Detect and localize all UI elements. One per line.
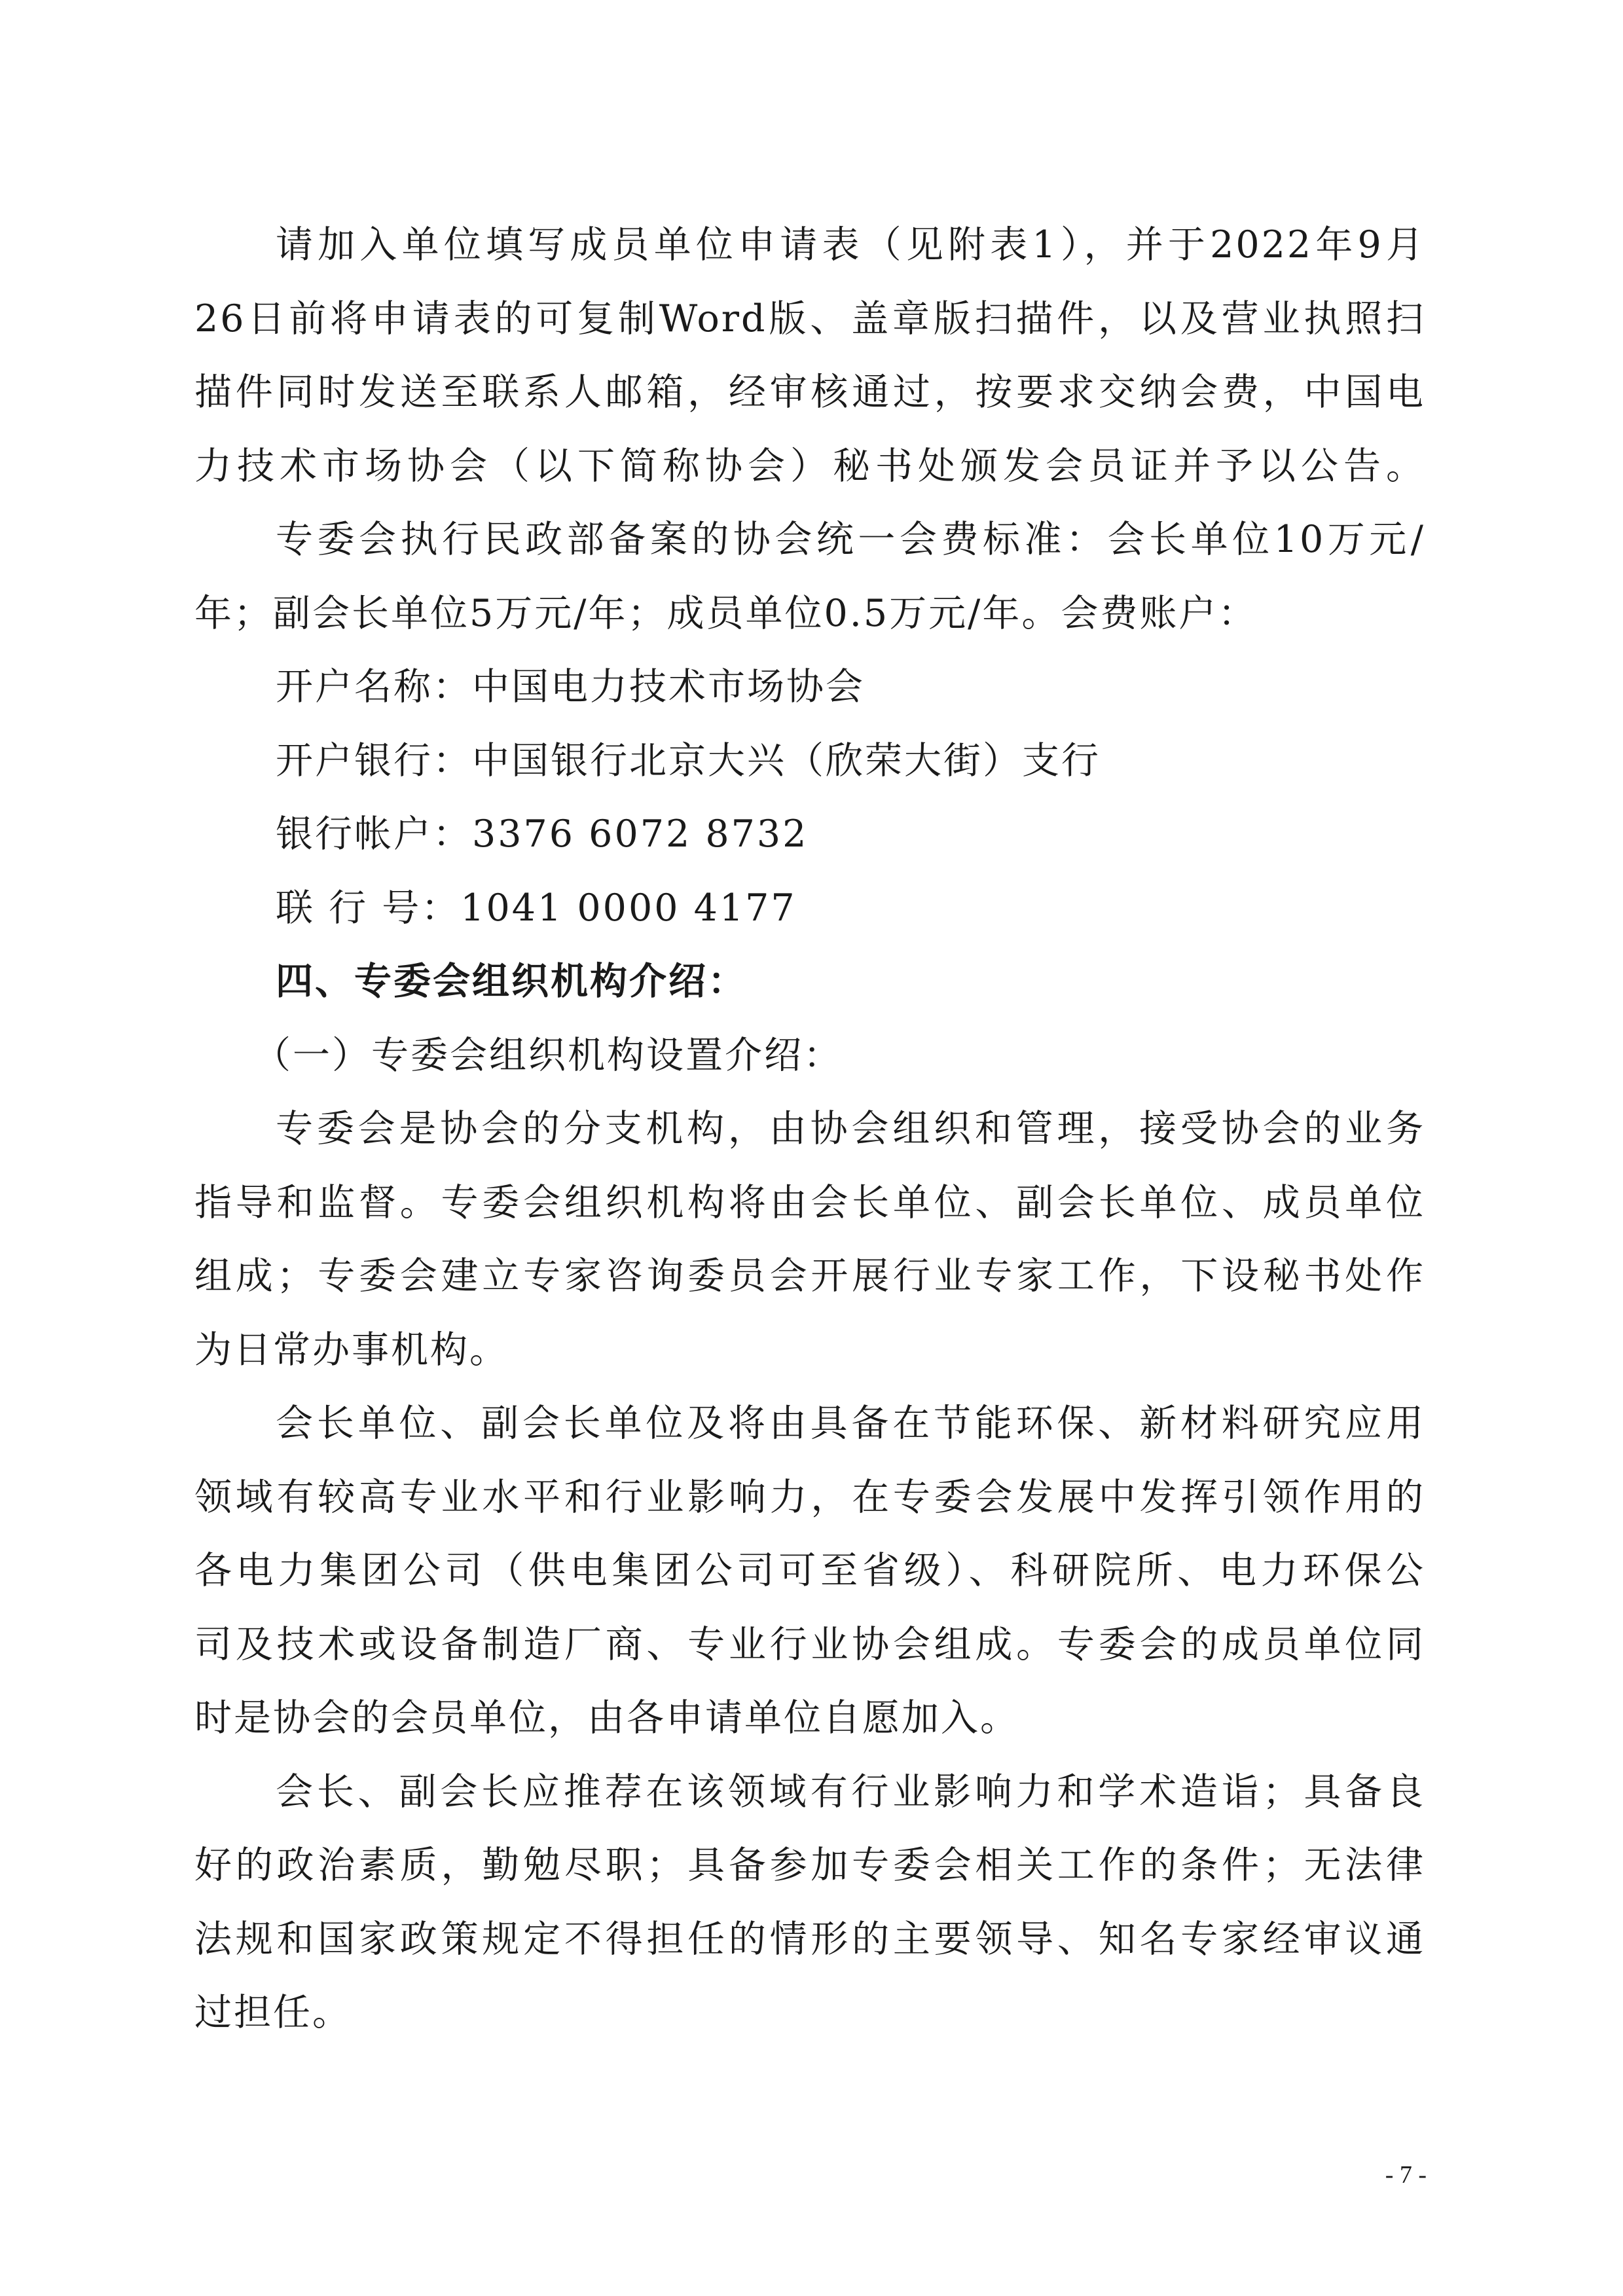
paragraph-line: 会长、副会长应推荐在该领域有行业影响力和学术造诣；具备良 [276,1770,1425,1813]
account-name-line: 开户名称：中国电力技术市场协会 [276,665,865,708]
paragraph-line: 各电力集团公司（供电集团公司可至省级）、科研院所、电力环保公 [194,1549,1425,1592]
section-heading: 四、专委会组织机构介绍： [276,959,747,1003]
bank-code-line: 联 行 号：1041 0000 4177 [276,886,797,930]
paragraph-line: 力技术市场协会（以下简称协会）秘书处颁发会员证并予以公告。 [194,444,1425,488]
paragraph-line: 为日常办事机构。 [194,1328,509,1372]
paragraph-line: 指导和监督。专委会组织机构将由会长单位、副会长单位、成员单位 [194,1180,1425,1224]
paragraph-line: 时是协会的会员单位，由各申请单位自愿加入。 [194,1696,1019,1740]
body-text [194,208,1425,2050]
page-number: - 7 - [1385,2161,1427,2189]
paragraph-line: 好的政治素质，勤勉尽职；具备参加专委会相关工作的条件；无法律 [194,1844,1425,1887]
paragraph-line: 年；副会长单位5万元/年；成员单位0.5万元/年。会费账户： [194,591,1258,635]
paragraph-line: 专委会是协会的分支机构，由协会组织和管理，接受协会的业务 [276,1107,1425,1150]
paragraph-line: 过担任。 [194,1991,352,2034]
paragraph-line: 法规和国家政策规定不得担任的情形的主要领导、知名专家经审议通 [194,1917,1425,1961]
paragraph-line: 会长单位、副会长单位及将由具备在节能环保、新材料研究应用 [276,1402,1425,1445]
account-number-line: 银行帐户：3376 6072 8732 [276,812,809,856]
paragraph-line: 26日前将申请表的可复制Word版、盖章版扫描件，以及营业执照扫 [194,297,1425,340]
paragraph-line: 请加入单位填写成员单位申请表（见附表1），并于2022年9月 [276,223,1425,266]
subsection-heading: （一）专委会组织机构设置介绍： [253,1033,843,1077]
account-bank-line: 开户银行：中国银行北京大兴（欣荣大街）支行 [276,738,1101,782]
paragraph-line: 司及技术或设备制造厂商、专业行业协会组成。专委会的成员单位同 [194,1622,1425,1666]
paragraph-line: 领域有较高专业水平和行业影响力，在专委会发展中发挥引领作用的 [194,1475,1425,1519]
paragraph-line: 组成；专委会建立专家咨询委员会开展行业专家工作，下设秘书处作 [194,1254,1425,1298]
paragraph-line: 描件同时发送至联系人邮箱，经审核通过，按要求交纳会费，中国电 [194,371,1425,414]
paragraph-line: 专委会执行民政部备案的协会统一会费标准：会长单位10万元/ [276,518,1425,561]
